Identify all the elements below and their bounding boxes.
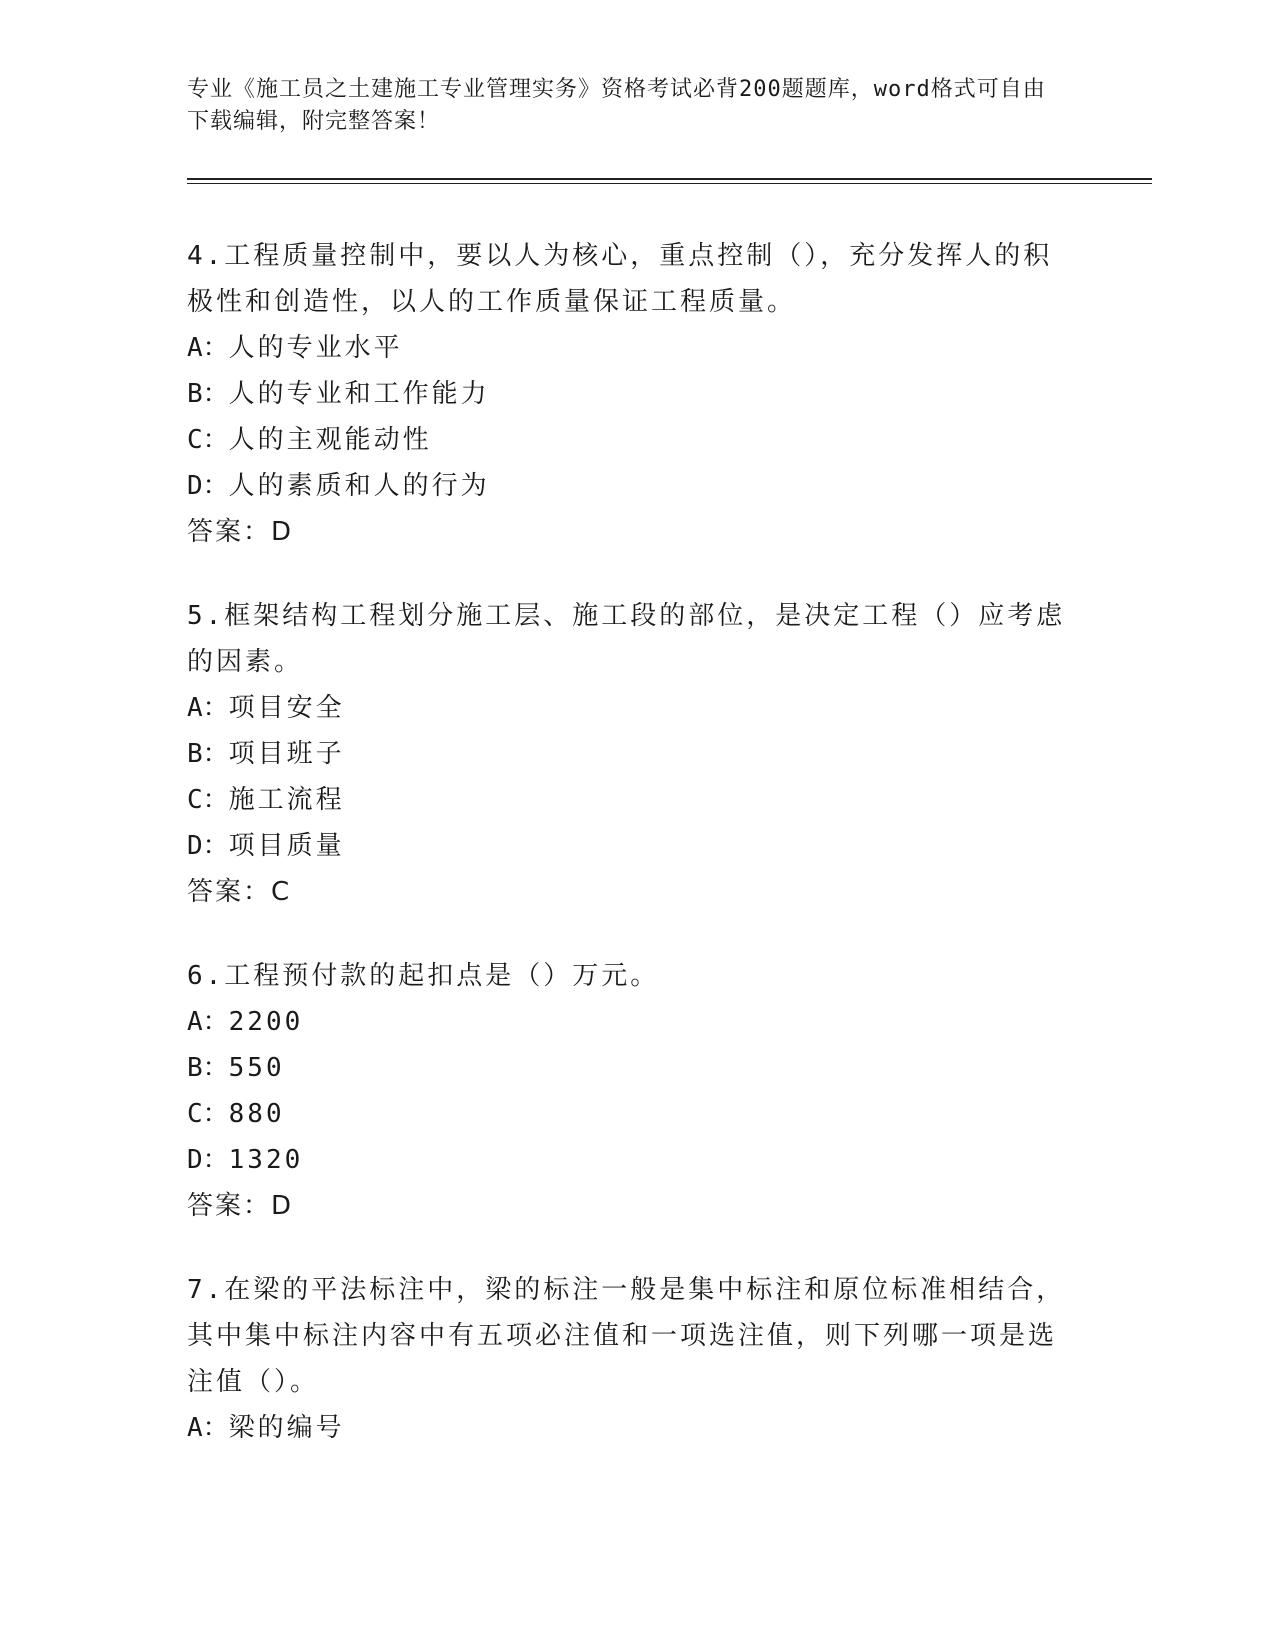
answer-line: 答案：D	[187, 1191, 294, 1221]
question-4	[187, 233, 1067, 555]
header-divider-thin	[187, 183, 1152, 184]
option-a: A：梁的编号	[187, 1413, 345, 1443]
option-a: A：2200	[187, 1007, 304, 1037]
option-c: C：人的主观能动性	[187, 425, 432, 455]
question-6	[187, 953, 1067, 1229]
option-b: B：550	[187, 1053, 285, 1083]
option-a: A：项目安全	[187, 693, 345, 723]
option-a: A：人的专业水平	[187, 333, 403, 363]
question-stem: 6.工程预付款的起扣点是（）万元。	[187, 961, 660, 991]
question-stem: 5.框架结构工程划分施工层、施工段的部位，是决定工程（）应考虑的因素。	[187, 601, 1066, 677]
option-d: D：1320	[187, 1145, 304, 1175]
document-header: 专业《施工员之土建施工专业管理实务》资格考试必背200题题库，word格式可自由下载编辑，附完整答案！	[187, 77, 1046, 134]
option-c: C：施工流程	[187, 785, 345, 815]
answer-line: 答案：C	[187, 877, 292, 907]
answer-line: 答案：D	[187, 517, 294, 547]
option-d: D：项目质量	[187, 831, 345, 861]
option-b: B：项目班子	[187, 739, 345, 769]
option-b: B：人的专业和工作能力	[187, 379, 490, 409]
question-5	[187, 593, 1067, 915]
question-stem: 4.工程质量控制中，要以人为核心，重点控制（），充分发挥人的积极性和创造性，以人的工作质量保证工程质量。	[187, 241, 1053, 317]
question-stem: 7.在梁的平法标注中，梁的标注一般是集中标注和原位标准相结合，其中集中标注内容中有五项必注值和一项选注值，则下列哪一项是选注值（）。	[187, 1275, 1066, 1397]
option-d: D：人的素质和人的行为	[187, 471, 490, 501]
question-7	[187, 1267, 1067, 1451]
option-c: C：880	[187, 1099, 285, 1129]
header-divider-thick	[187, 178, 1152, 180]
question-list	[187, 233, 1067, 1489]
